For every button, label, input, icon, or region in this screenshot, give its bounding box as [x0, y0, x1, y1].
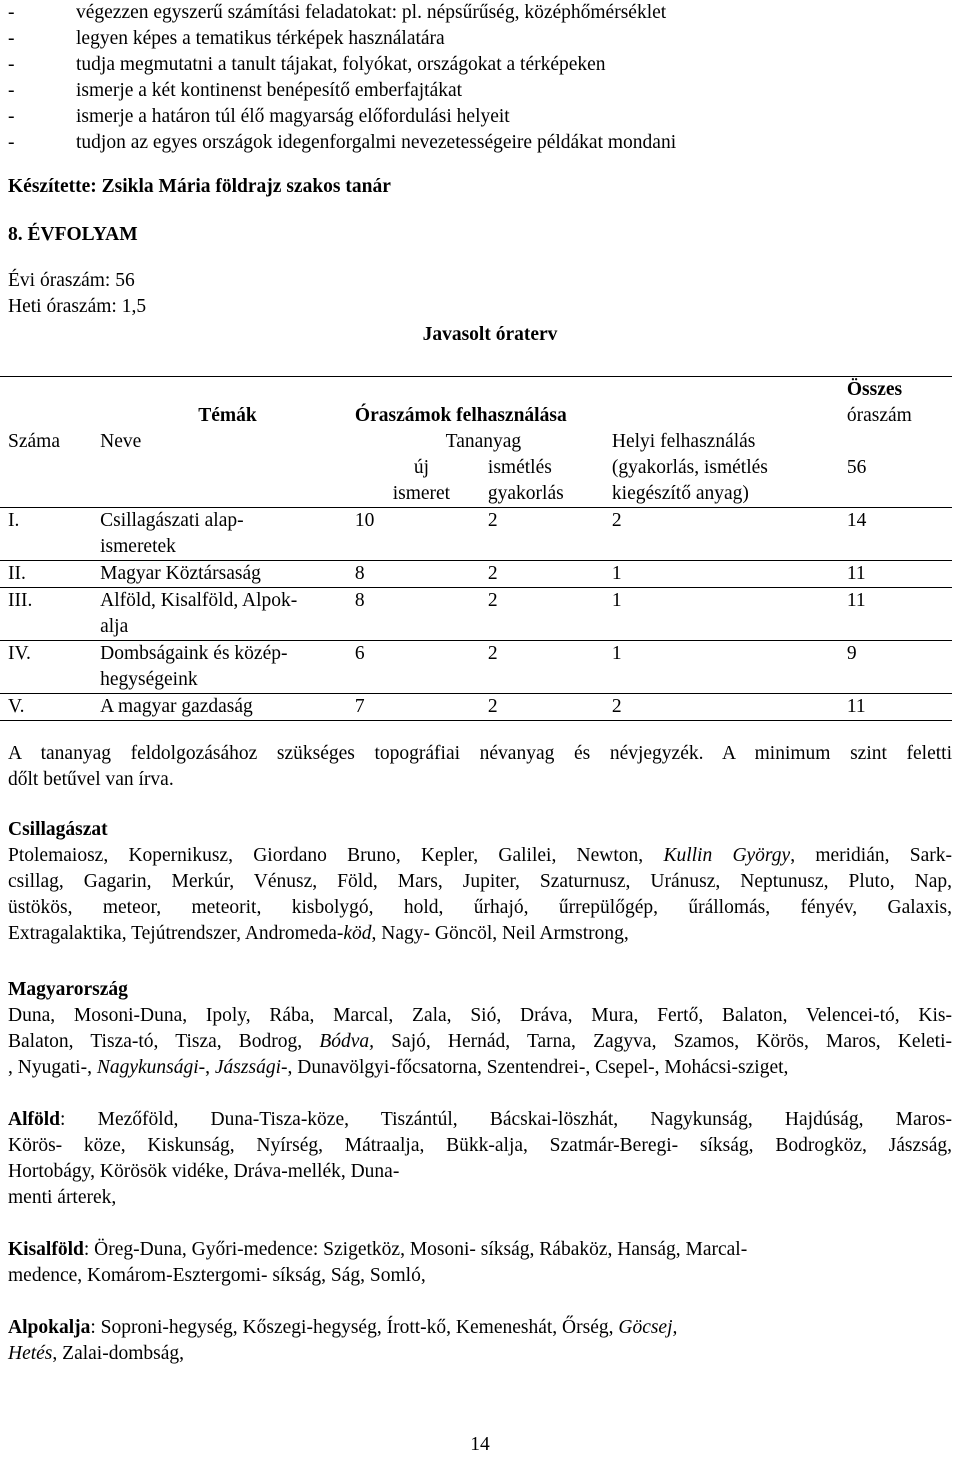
author-line: Készítette: Zsikla Mária földrajz szakos tanár	[8, 176, 391, 197]
list-item: - ismerje a határon túl élő magyarság előfordulási helyeit	[8, 106, 510, 127]
section-title-csillagaszat: Csillagászat	[8, 819, 108, 840]
table-header-row	[0, 377, 952, 430]
list-item: - legyen képes a tematikus térképek használatára	[8, 28, 445, 49]
table-row: III. Alföld, Kisalföld, Alpok- alja 8 2 1 11	[0, 588, 952, 641]
table-row: V. A magyar gazdaság 7 2 2 11	[0, 694, 952, 721]
list-item: - ismerje a két kontinenst benépesítő emberfajtákat	[8, 80, 463, 101]
page-number: 14	[470, 1434, 490, 1455]
section-title-alpokalja: Alpokalja	[8, 1317, 91, 1338]
document-page	[8, 0, 952, 1367]
total-hours-value: 56	[846, 457, 867, 478]
section-title-magyarorszag: Magyarország	[8, 979, 128, 1000]
yearly-hours: Évi óraszám: 56	[8, 270, 135, 291]
objectives-list	[8, 0, 952, 156]
header-number: Száma	[8, 431, 60, 452]
header-usage: Óraszámok felhasználása	[354, 405, 567, 426]
table-row: I. Csillagászati alap- ismeretek 10 2 2 14	[0, 508, 952, 561]
header-name: Neve	[100, 431, 142, 452]
alpokalja-paragraph: Alpokalja: Soproni-hegység, Kőszegi-hegység, Írott-kő, Kemeneshát, Őrség, Göcsej, Hetés, Zalai-dombság,	[8, 1317, 678, 1364]
plan-title: Javasolt óraterv	[422, 324, 558, 345]
csillagaszat-paragraph: Ptolemaiosz, Kopernikusz, Giordano Bruno, Kepler, Galilei, Newton, Kullin György, meridián, Sark- csillag, Gagarin, Merkúr, Vénusz, Föld, Mars, Jupiter, Szaturnusz, Uránusz, Neptunusz, Pluto, Nap, üstökös, meteor, meteorit, kisbolygó, hold, űrhajó, űrrepülőgép, űrállomás, fényév, Galaxis, Extragalaktika, Tejútrendszer, Andromeda-köd, Nagy- Göncöl, Neil Armstrong,	[8, 845, 952, 944]
header-local-use: Helyi felhasználás (gyakorlás, ismétlés kiegészítő anyag)	[611, 431, 768, 504]
table-row: IV. Dombságaink és közép- hegységeink 6 2 1 9	[0, 641, 952, 694]
list-item: - tudja megmutatni a tanult tájakat, folyókat, országokat a térképeken	[8, 54, 606, 75]
table-row: II. Magyar Köztársaság 8 2 1 11	[0, 561, 952, 588]
section-title-kisalfold: Kisalföld	[8, 1239, 84, 1260]
list-item: - végezzen egyszerű számítási feladatokat: pl. népsűrűség, középhőmérséklet	[8, 2, 667, 23]
header-topics: Témák	[198, 405, 257, 426]
section-title-alfold: Alföld	[8, 1109, 61, 1130]
header-curriculum: Tananyag új ismeret ismétlés gyakorlás	[392, 431, 564, 504]
magyarorszag-paragraph: Duna, Mosoni-Duna, Ipoly, Rába, Marcal, Zala, Sió, Dráva, Mura, Fertő, Balaton, Velencei-tó, Kis- Balaton, Tisza-tó, Tisza, Bodrog, Bódva, Sajó, Hernád, Tarna, Zagyva, Szamos, Körös, Maros, Keleti- , Nyugati-, Nagykunsági-, Jászsági-, Dunavölgyi-főcsatorna, Szentendrei-, Csepel-, Mohácsi-sziget,	[8, 1005, 952, 1078]
header-total: Összes óraszám	[846, 379, 912, 426]
alfold-paragraph: Alföld: Mezőföld, Duna-Tisza-köze, Tiszántúl, Bácskai-löszhát, Nagykunság, Hajdúság, Maros- Körös- köze, Kiskunság, Nyírség, Mátraalja, Bükk-alja, Szatmár-Beregi- síkság, Bodrogköz, Jászság, Hortobágy, Körösök vidéke, Dráva-mellék, Duna- menti árterek,	[8, 1109, 952, 1208]
grade-heading: 8. ÉVFOLYAM	[8, 224, 138, 245]
table-subheader-row	[0, 429, 952, 508]
list-item: - tudjon az egyes országok idegenforgalmi nevezetességeire példákat mondani	[8, 132, 677, 153]
kisalfold-paragraph: Kisalföld: Öreg-Duna, Győri-medence: Szigetköz, Mosoni- síkság, Rábaköz, Hanság, Marcal- medence, Komárom-Esztergomi- síkság, Ság, Somló,	[8, 1239, 748, 1286]
lesson-plan-table	[0, 376, 952, 721]
intro-paragraph: A tananyag feldolgozásához szükséges topográfiai névanyag és névjegyzék. A minimum szint feletti dőlt betűvel van írva.	[8, 743, 952, 790]
weekly-hours: Heti óraszám: 1,5	[8, 296, 147, 317]
